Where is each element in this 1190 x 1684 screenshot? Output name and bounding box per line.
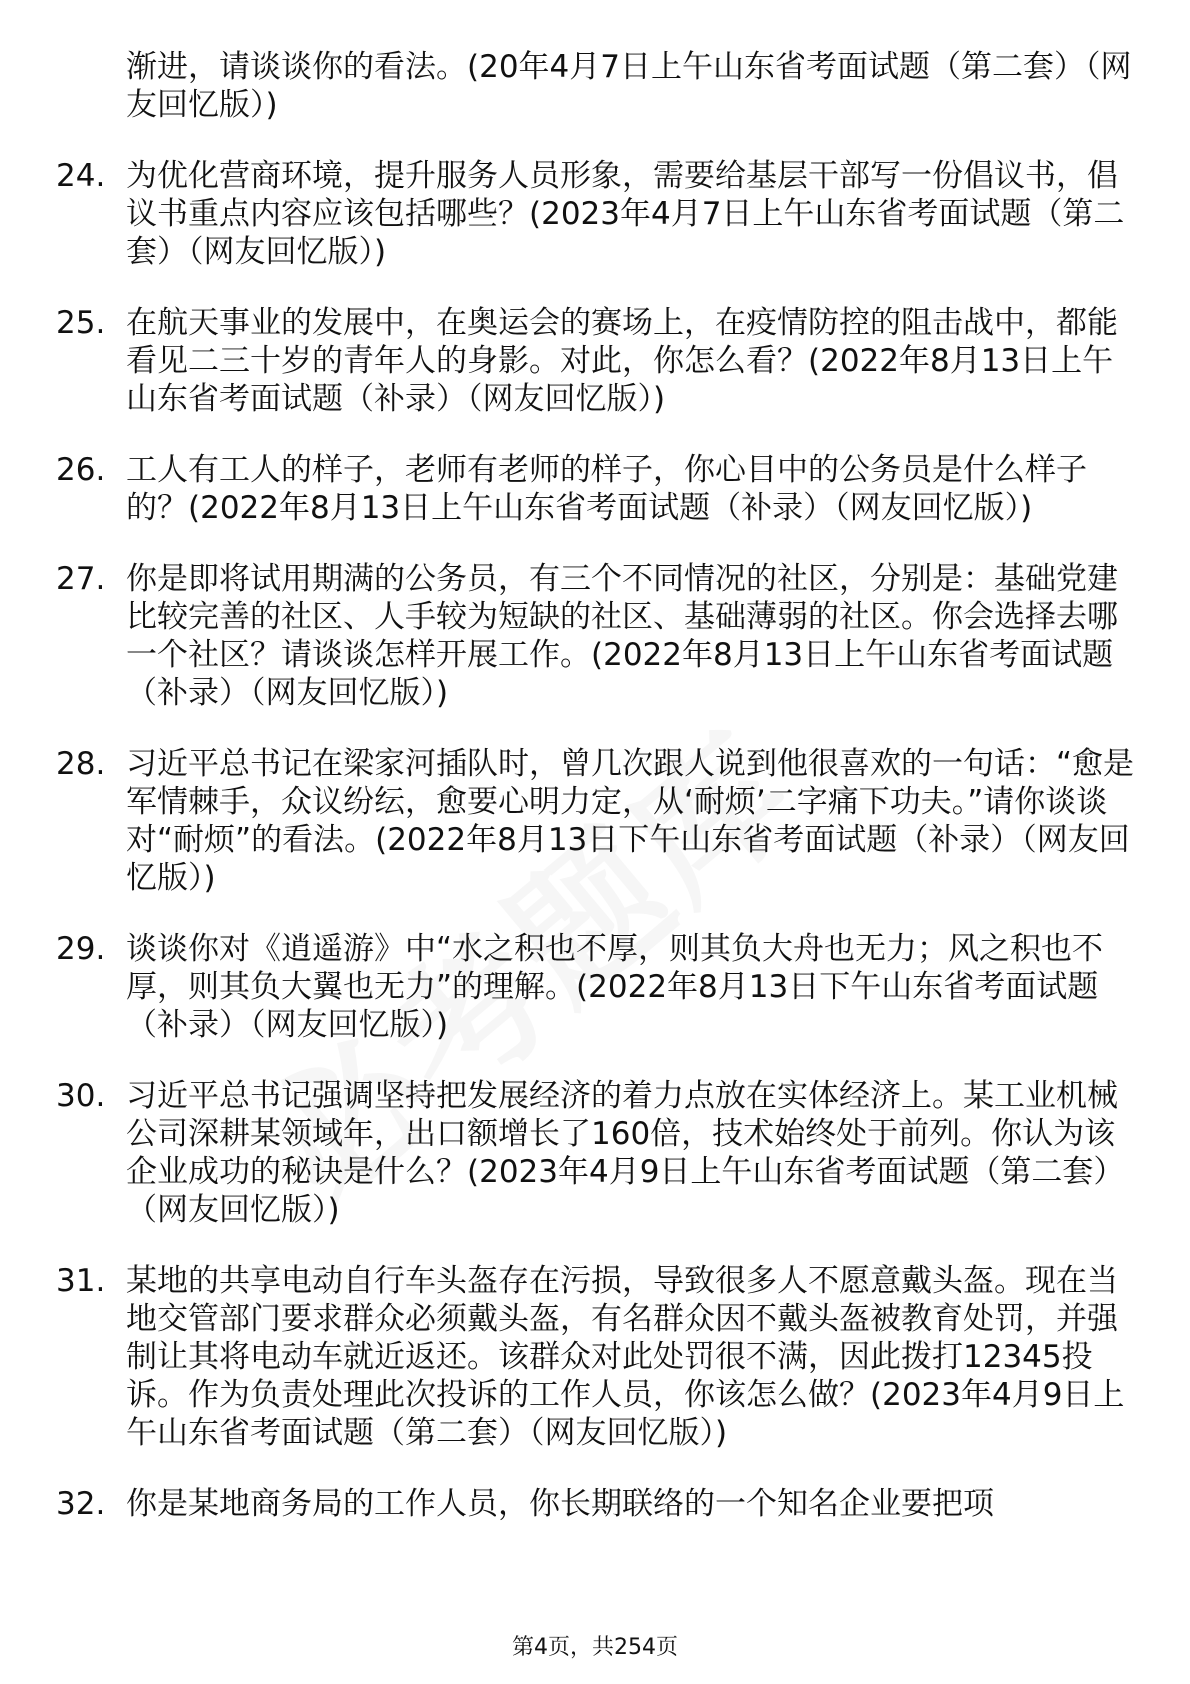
- question-text: 你是即将试用期满的公务员，有三个不同情况的社区，分别是：基础党建比较完善的社区、人手较为短缺的社区、基础薄弱的社区。你会选择去哪一个社区？请谈谈怎样开展工作。(2022年8月13日上午山东省考面试题（补录）（网友回忆版）): [126, 561, 1118, 711]
- question-text: 为优化营商环境，提升服务人员形象，需要给基层干部写一份倡议书，倡议书重点内容应该包括哪些？(2023年4月7日上午山东省考面试题（第二套）（网友回忆版）): [126, 158, 1125, 270]
- question-item: [56, 451, 1136, 527]
- question-number: 31.: [56, 1263, 106, 1299]
- question-text: 习近平总书记在梁家河插队时，曾几次跟人说到他很喜欢的一句话：“愈是军情棘手，众议纷纭，愈要心明力定，从‘耐烦’二字痛下功夫。”请你谈谈对“耐烦”的看法。(2022年8月13日下午山东省考面试题（补录）（网友回忆版）): [126, 746, 1135, 896]
- question-number: 24.: [56, 158, 106, 194]
- question-number: 29.: [56, 931, 106, 967]
- question-number: 30.: [56, 1078, 106, 1114]
- question-text: 工人有工人的样子，老师有老师的样子，你心目中的公务员是什么样子的？(2022年8月13日上午山东省考面试题（补录）（网友回忆版）): [126, 452, 1087, 526]
- question-text: 某地的共享电动自行车头盔存在污损，导致很多人不愿意戴头盔。现在当地交管部门要求群众必须戴头盔，有名群众因不戴头盔被教育处罚，并强制让其将电动车就近返还。该群众对此处罚很不满，因此拨打12345投诉。作为负责处理此次投诉的工作人员，你该怎么做？(2023年4月9日上午山东省考面试题（第二套）（网友回忆版）): [126, 1263, 1125, 1451]
- question-number: 32.: [56, 1486, 106, 1522]
- question-text: 在航天事业的发展中，在奥运会的赛场上，在疫情防控的阻击战中，都能看见二三十岁的青年人的身影。对此，你怎么看？(2022年8月13日上午山东省考面试题（补录）（网友回忆版）): [126, 305, 1118, 417]
- question-item: [56, 157, 1136, 271]
- question-item: [56, 560, 1136, 712]
- question-number: 26.: [56, 452, 106, 488]
- question-number: 28.: [56, 746, 106, 782]
- question-item: [56, 745, 1136, 897]
- question-list: [56, 48, 1136, 1556]
- question-text: 习近平总书记强调坚持把发展经济的着力点放在实体经济上。某工业机械公司深耕某领域年，出口额增长了160倍，技术始终处于前列。你认为该企业成功的秘诀是什么？(2023年4月9日上午山东省考面试题（第二套）（网友回忆版）): [126, 1078, 1125, 1228]
- question-item: [56, 304, 1136, 418]
- question-item: [56, 1485, 1136, 1523]
- question-text: 你是某地商务局的工作人员，你长期联络的一个知名企业要把项: [126, 1486, 994, 1522]
- question-number: 25.: [56, 305, 106, 341]
- question-item: [56, 1262, 1136, 1452]
- question-item: [56, 930, 1136, 1044]
- question-item: [56, 1077, 1136, 1229]
- question-number: 27.: [56, 561, 106, 597]
- question-continuation: 渐进，请谈谈你的看法。(20年4月7日上午山东省考面试题（第二套）（网友回忆版）): [126, 49, 1132, 123]
- page-footer: 第4页，共254页: [512, 1635, 678, 1660]
- question-text: 谈谈你对《逍遥游》中“水之积也不厚，则其负大舟也无力；风之积也不厚，则其负大翼也无力”的理解。(2022年8月13日下午山东省考面试题（补录）（网友回忆版）): [126, 931, 1104, 1043]
